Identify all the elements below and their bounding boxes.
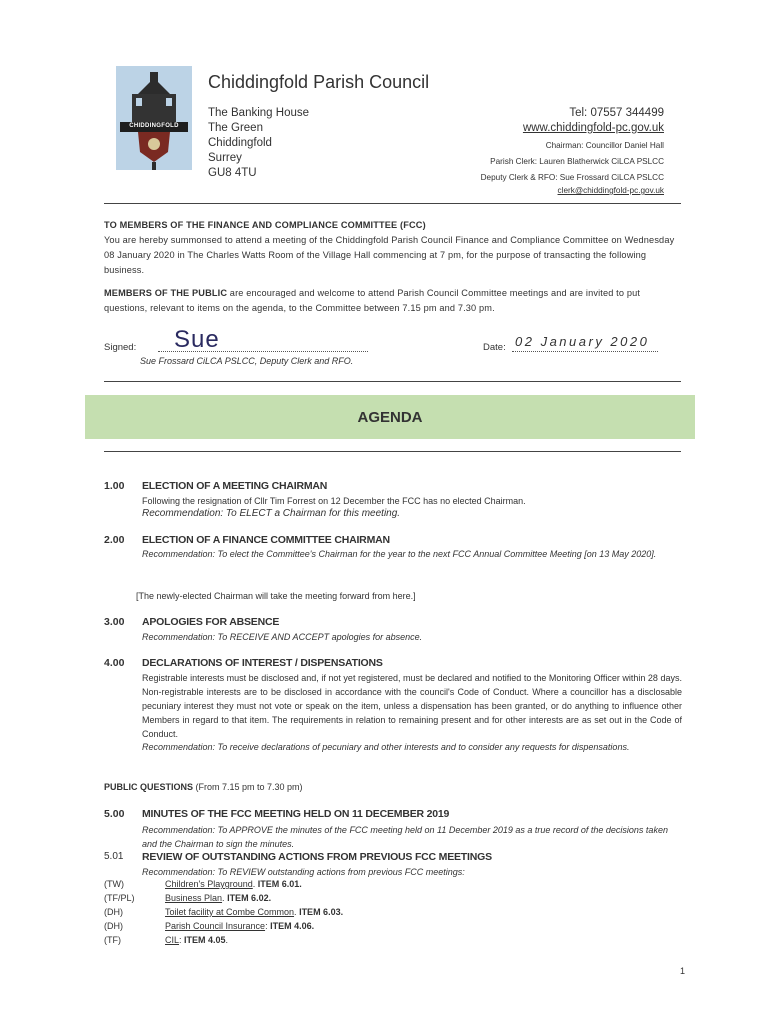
- council-title: Chiddingfold Parish Council: [208, 72, 430, 92]
- action-ref: (DH): [104, 921, 123, 931]
- action-item-ref: ITEM 6.03.: [299, 907, 344, 917]
- item-title: REVIEW OF OUTSTANDING ACTIONS FROM PREVIOUS FCC MEETINGS: [142, 851, 492, 863]
- address-line: Surrey: [208, 152, 242, 164]
- action-ref: (TF): [104, 935, 121, 945]
- website-link[interactable]: www.chiddingfold-pc.gov.uk: [522, 122, 664, 134]
- summons-heading: TO MEMBERS OF THE FINANCE AND COMPLIANCE COMMITTEE (FCC): [104, 220, 426, 230]
- action-item: CIL: ITEM 4.05.: [165, 935, 229, 945]
- address-line: Chiddingfold: [208, 137, 272, 149]
- action-item-ref: ITEM 4.05: [184, 935, 226, 945]
- email-link[interactable]: clerk@chiddingfold-pc.gov.uk: [557, 186, 664, 195]
- action-item: Business Plan. ITEM 6.02.: [165, 893, 272, 903]
- action-link[interactable]: Toilet facility at Combe Common: [165, 907, 295, 917]
- summons-text: You are hereby summonsed to attend a meeting of the Chiddingfold Parish Council Finance and Compliance Committee on Wednesday 08 January 2020 in The Charles Watts Room of the Village Hall commencing at 7 pm, for the purpose of transacting the following business.: [104, 235, 675, 275]
- action-item: Parish Council Insurance: ITEM 4.06.: [165, 921, 315, 931]
- deputy-clerk: Deputy Clerk & RFO: Sue Frossard CiLCA PSLCC: [480, 173, 664, 182]
- item-number: 4.00: [104, 657, 125, 669]
- action-ref: (TF/PL): [104, 893, 135, 903]
- item-number: 3.00: [104, 616, 125, 628]
- action-ref: (DH): [104, 907, 123, 917]
- agenda-title: AGENDA: [85, 395, 695, 439]
- item-title: ELECTION OF A MEETING CHAIRMAN: [142, 480, 328, 492]
- item-number: 1.00: [104, 480, 125, 492]
- date-label: Date:: [483, 342, 506, 353]
- item-number: 5.00: [104, 808, 125, 820]
- logo-text: CHIDDINGFOLD: [129, 123, 179, 129]
- action-link[interactable]: Children's Playground: [165, 879, 253, 889]
- item-recommendation: Recommendation: To elect the Committee's Chairman for the year to the next FCC Annual Committee Meeting [on 13 May 2020].: [142, 549, 657, 559]
- item-recommendation: Recommendation: To RECEIVE AND ACCEPT apologies for absence.: [142, 632, 423, 642]
- item-number: 2.00: [104, 534, 125, 546]
- summons-paragraph: [104, 218, 682, 278]
- public-questions-time: (From 7.15 pm to 7.30 pm): [193, 782, 303, 792]
- signed-label: Signed:: [104, 342, 137, 353]
- action-item: Children's Playground. ITEM 6.01.: [165, 879, 302, 889]
- item-title: APOLOGIES FOR ABSENCE: [142, 616, 280, 628]
- action-item-ref: ITEM 6.02.: [227, 893, 272, 903]
- signature: Sue: [174, 326, 220, 353]
- telephone: Tel: 07557 344499: [569, 107, 664, 119]
- divider: [104, 381, 681, 382]
- public-questions-label: PUBLIC QUESTIONS: [104, 782, 194, 792]
- action-link[interactable]: Business Plan: [165, 893, 223, 903]
- item-number: 5.01: [104, 851, 124, 862]
- address-line: The Banking House: [208, 107, 310, 119]
- item-recommendation: Recommendation: To APPROVE the minutes of the FCC meeting held on 11 December 2019 as a true record of the decisions taken and the Chairman to sign the minutes.: [142, 825, 668, 849]
- contact-block: [481, 106, 664, 197]
- item-text: Following the resignation of Cllr Tim Forrest on 12 December the FCC has no elected Chairman.: [142, 496, 526, 506]
- divider: [104, 203, 681, 204]
- action-ref: (TW): [104, 879, 124, 889]
- item-recommendation: Recommendation: To ELECT a Chairman for this meeting.: [142, 508, 401, 519]
- action-link[interactable]: CIL: [165, 935, 180, 945]
- item-title: ELECTION OF A FINANCE COMMITTEE CHAIRMAN: [142, 534, 390, 546]
- village-sign-icon: [116, 66, 192, 170]
- item-note: [The newly-elected Chairman will take the meeting forward from here.]: [136, 591, 416, 601]
- address-line: The Green: [208, 122, 263, 134]
- signatory-name: Sue Frossard CiLCA PSLCC, Deputy Clerk and RFO.: [140, 356, 354, 366]
- action-item-ref: ITEM 6.01.: [257, 879, 302, 889]
- council-address: [208, 106, 309, 181]
- item-title: MINUTES OF THE FCC MEETING HELD ON 11 DECEMBER 2019: [142, 808, 450, 820]
- chairman: Chairman: Councillor Daniel Hall: [545, 141, 664, 150]
- item-text: Registrable interests must be disclosed and, if not yet registered, must be declared and notified to the Monitoring Officer within 28 days. Non-registrable interests are to be disclosed in accordance with the council's Code of Conduct. Where a councillor has a disclosable pecuniary interest they must not vote or speak on the item, unless a dispensation has been granted, or do anything to influence other Members in regard to that item. The requirements in relation to remaining present and for other interests are as set out in the Code of Conduct.: [142, 673, 682, 739]
- public-heading: MEMBERS OF THE PUBLIC: [104, 288, 228, 298]
- action-link[interactable]: Parish Council Insurance: [165, 921, 266, 931]
- date-value: 02 January 2020: [515, 334, 650, 349]
- action-item-ref: ITEM 4.06.: [270, 921, 315, 931]
- public-questions: [104, 782, 303, 792]
- public-paragraph: [104, 286, 682, 316]
- page-number: 1: [680, 966, 686, 976]
- item-title: DECLARATIONS OF INTEREST / DISPENSATIONS: [142, 657, 383, 669]
- item-recommendation: Recommendation: To REVIEW outstanding actions from previous FCC meetings:: [142, 867, 465, 877]
- action-item: Toilet facility at Combe Common. ITEM 6.03.: [165, 907, 344, 917]
- parish-clerk: Parish Clerk: Lauren Blatherwick CiLCA PSLCC: [490, 157, 664, 166]
- council-logo: [116, 66, 192, 170]
- divider: [104, 451, 681, 452]
- public-text: are encouraged and welcome to attend Parish Council Committee meetings and are invited to put questions, relevant to items on the agenda, to the Committee between 7.15 pm and 7.30 pm.: [104, 288, 641, 313]
- address-line: GU8 4TU: [208, 167, 257, 179]
- date-line: [512, 351, 658, 352]
- item-recommendation: Recommendation: To receive declarations of pecuniary and other interests and to consider any requests for dispensations.: [142, 742, 630, 752]
